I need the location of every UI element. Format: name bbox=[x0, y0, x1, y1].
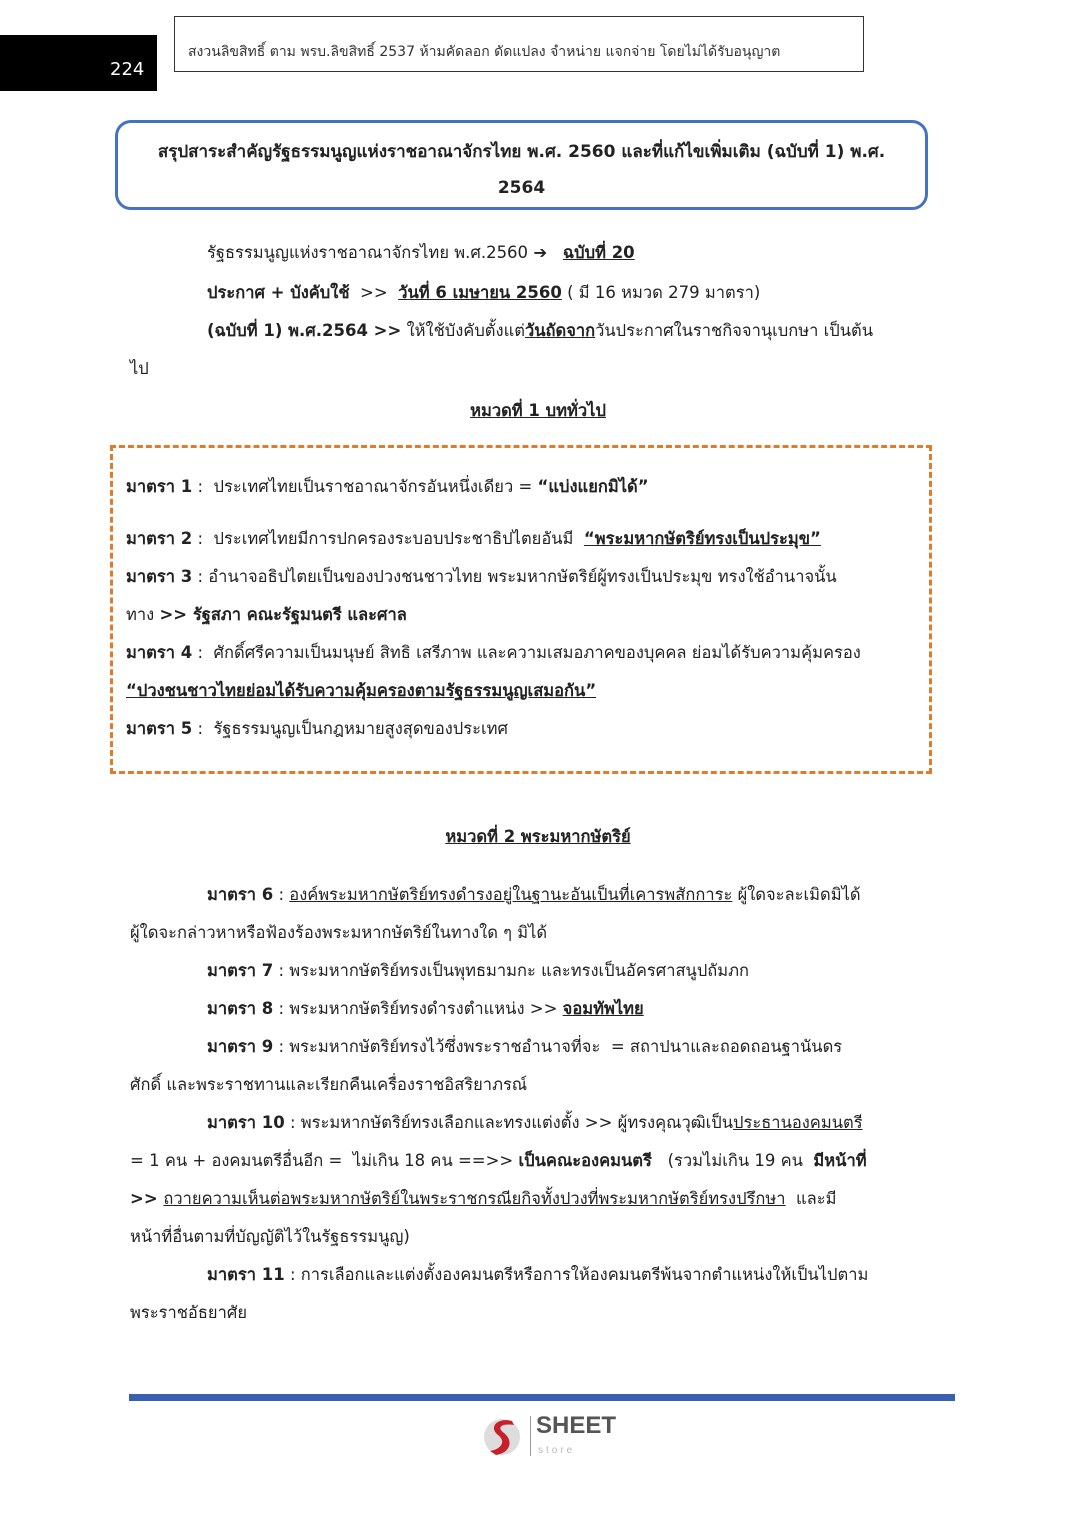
text-line bbox=[207, 960, 749, 982]
text-segment: : พระมหากษัตริย์ทรงไว้ซึ่งพระราชอำนาจที่จะ = สถาปนาและถอดถอนฐานันดร bbox=[273, 1037, 843, 1056]
bold-text: ➔ bbox=[533, 243, 548, 262]
bold-text: มาตรา 6 bbox=[207, 885, 274, 904]
text-segment: : รัฐธรรมนูญเป็นกฎหมายสูงสุดของประเทศ bbox=[192, 719, 508, 738]
bold-text: มาตรา 8 bbox=[207, 999, 274, 1018]
copyright-text: สงวนลิขสิทธิ์ ตาม พรบ.ลิขสิทธิ์ 2537 ห้ามคัดลอก ดัดแปลง จำหน่าย แจกจ่าย โดยไม่ได้รับอนุญาต bbox=[188, 44, 781, 60]
bold-text: มาตรา 3 bbox=[126, 567, 193, 586]
bold-text: ประกาศ + บังคับใช้ bbox=[207, 283, 350, 302]
bold-text: วันที่ 6 เมษายน 2560 bbox=[398, 283, 562, 302]
logo-text: SHEET bbox=[536, 1412, 617, 1439]
text-segment: ถวายความเห็นต่อพระมหากษัตริย์ในพระราชกรณียกิจทั้งปวงที่พระมหากษัตริย์ทรงปรึกษา bbox=[163, 1189, 786, 1208]
title-line-1: สรุปสาระสำคัญรัฐธรรมนูญแห่งราชอาณาจักรไทย พ.ศ. 2560 และที่แก้ไขเพิ่มเติม (ฉบับที่ 1) พ.ศ. bbox=[157, 142, 886, 162]
bold-text: หมวดที่ 1 บททั่วไป bbox=[470, 401, 606, 420]
text-line bbox=[126, 718, 508, 740]
text-line bbox=[130, 1302, 247, 1324]
text-segment: : ประเทศไทยมีการปกครองระบอบประชาธิปไตยอันมี bbox=[192, 529, 584, 548]
text-line bbox=[207, 320, 873, 342]
bold-text: (ฉบับที่ 1) พ.ศ.2564 >> bbox=[207, 321, 402, 340]
page-number: 224 bbox=[110, 59, 145, 80]
section-heading bbox=[0, 826, 1076, 848]
text-segment: >> bbox=[349, 283, 399, 302]
text-line bbox=[130, 922, 547, 944]
text-line bbox=[207, 998, 644, 1020]
text-segment: : พระมหากษัตริย์ทรงดำรงตำแหน่ง >> bbox=[273, 999, 563, 1018]
text-segment: ไป bbox=[130, 359, 149, 378]
text-segment: ให้ใช้บังคับตั้งแต่ bbox=[401, 321, 525, 340]
text-line bbox=[126, 604, 407, 626]
bold-text: เป็นคณะองคมนตรี bbox=[518, 1151, 652, 1170]
text-segment: : bbox=[273, 885, 290, 904]
text-segment: : พระมหากษัตริย์ทรงเป็นพุทธมามกะ และทรงเป็นอัครศาสนูปถัมภก bbox=[273, 961, 750, 980]
text-line bbox=[126, 642, 861, 664]
bold-text: หมวดที่ 2 พระมหากษัตริย์ bbox=[445, 827, 631, 846]
text-line bbox=[126, 528, 821, 550]
bold-text: >> รัฐสภา คณะรัฐมนตรี และศาล bbox=[159, 605, 407, 624]
text-line bbox=[130, 358, 149, 380]
text-segment: : พระมหากษัตริย์ทรงเลือกและทรงแต่งตั้ง >> ผู้ทรงคุณวุฒิเป็น bbox=[284, 1113, 734, 1132]
text-segment: : การเลือกและแต่งตั้งองคมนตรีหรือการให้องคมนตรีพ้นจากตำแหน่งให้เป็นไปตาม bbox=[284, 1265, 869, 1284]
sheet-store-logo bbox=[480, 1412, 640, 1462]
bold-text: จอมทัพไทย bbox=[562, 999, 644, 1018]
bold-text: “ปวงชนชาวไทยย่อมได้รับความคุ้มครองตามรัฐธรรมนูญเสมอกัน” bbox=[126, 681, 597, 700]
page-number-block bbox=[0, 35, 157, 91]
text-line bbox=[130, 1188, 837, 1210]
logo-s-icon bbox=[480, 1412, 528, 1458]
bold-text: “พระมหากษัตริย์ทรงเป็นประมุข” bbox=[583, 529, 821, 548]
text-segment: รัฐธรรมนูญแห่งราชอาณาจักรไทย พ.ศ.2560 bbox=[207, 243, 534, 262]
copyright-notice bbox=[174, 16, 864, 72]
bold-text: มาตรา 2 bbox=[126, 529, 193, 548]
bold-text: มาตรา 4 bbox=[126, 643, 193, 662]
bold-text: มาตรา 7 bbox=[207, 961, 274, 980]
text-line bbox=[130, 1150, 867, 1172]
text-line bbox=[207, 1264, 868, 1286]
text-segment: (รวมไม่เกิน 19 คน bbox=[651, 1151, 814, 1170]
bold-text: มาตรา 11 bbox=[207, 1265, 285, 1284]
text-segment: วันประกาศในราชกิจจานุเบกษา เป็นต้น bbox=[595, 321, 874, 340]
text-segment bbox=[547, 243, 563, 262]
text-segment: ศักดิ์ และพระราชทานและเรียกคืนเครื่องราชอิสริยาภรณ์ bbox=[130, 1075, 528, 1094]
text-line bbox=[207, 282, 760, 304]
bold-text: “แบ่งแยกมิได้” bbox=[537, 477, 649, 496]
text-segment: : ประเทศไทยเป็นราชอาณาจักรอันหนึ่งเดียว = bbox=[192, 477, 538, 496]
bold-text: มาตรา 10 bbox=[207, 1113, 285, 1132]
text-segment: : ศักดิ์ศรีความเป็นมนุษย์ สิทธิ เสรีภาพ และความเสมอภาคของบุคคล ย่อมได้รับความคุ้มครอง bbox=[192, 643, 861, 662]
bold-text: มาตรา 9 bbox=[207, 1037, 274, 1056]
text-segment: : อำนาจอธิปไตยเป็นของปวงชนชาวไทย พระมหากษัตริย์ผู้ทรงเป็นประมุข ทรงใช้อำนาจนั้น bbox=[192, 567, 837, 586]
text-line bbox=[126, 566, 837, 588]
text-line bbox=[207, 884, 861, 906]
bold-text: วันถัดจาก bbox=[524, 321, 596, 340]
text-segment: ผู้ใดจะกล่าวหาหรือฟ้องร้องพระมหากษัตริย์ในทางใด ๆ มิได้ bbox=[130, 923, 548, 942]
logo-subtext: store bbox=[538, 1445, 576, 1456]
text-segment: องค์พระมหากษัตริย์ทรงดำรงอยู่ในฐานะอันเป็นที่เคารพสักการะ bbox=[289, 885, 733, 904]
text-segment: พระราชอัธยาศัย bbox=[130, 1303, 247, 1322]
text-segment: ( มี 16 หมวด 279 มาตรา) bbox=[561, 283, 761, 302]
bold-text: มาตรา 1 bbox=[126, 477, 193, 496]
text-segment: = 1 คน + องคมนตรีอื่นอีก = ไม่เกิน 18 คน ==>> bbox=[130, 1151, 519, 1170]
text-segment: หน้าที่อื่นตามที่บัญญัติไว้ในรัฐธรรมนูญ) bbox=[130, 1227, 410, 1246]
text-segment: ทาง bbox=[126, 605, 160, 624]
text-segment: ผู้ใดจะละเมิดมิได้ bbox=[732, 885, 861, 904]
text-line bbox=[207, 1036, 842, 1058]
bold-text: มีหน้าที่ bbox=[813, 1151, 867, 1170]
title-box bbox=[115, 120, 928, 210]
footer-bar bbox=[129, 1394, 955, 1401]
text-segment: ประธานองคมนตรี bbox=[733, 1113, 863, 1132]
section-heading bbox=[0, 400, 1076, 422]
text-line bbox=[130, 1226, 410, 1248]
text-line bbox=[130, 1074, 527, 1096]
text-segment: และมี bbox=[785, 1189, 837, 1208]
bold-text: >> bbox=[130, 1189, 164, 1208]
bold-text: ฉบับที่ 20 bbox=[562, 243, 635, 262]
text-line bbox=[207, 1112, 863, 1134]
text-line bbox=[126, 476, 649, 498]
text-line bbox=[126, 680, 596, 702]
logo-divider bbox=[530, 1416, 531, 1456]
text-line bbox=[207, 242, 635, 264]
bold-text: มาตรา 5 bbox=[126, 719, 193, 738]
title-line-2: 2564 bbox=[497, 178, 546, 198]
